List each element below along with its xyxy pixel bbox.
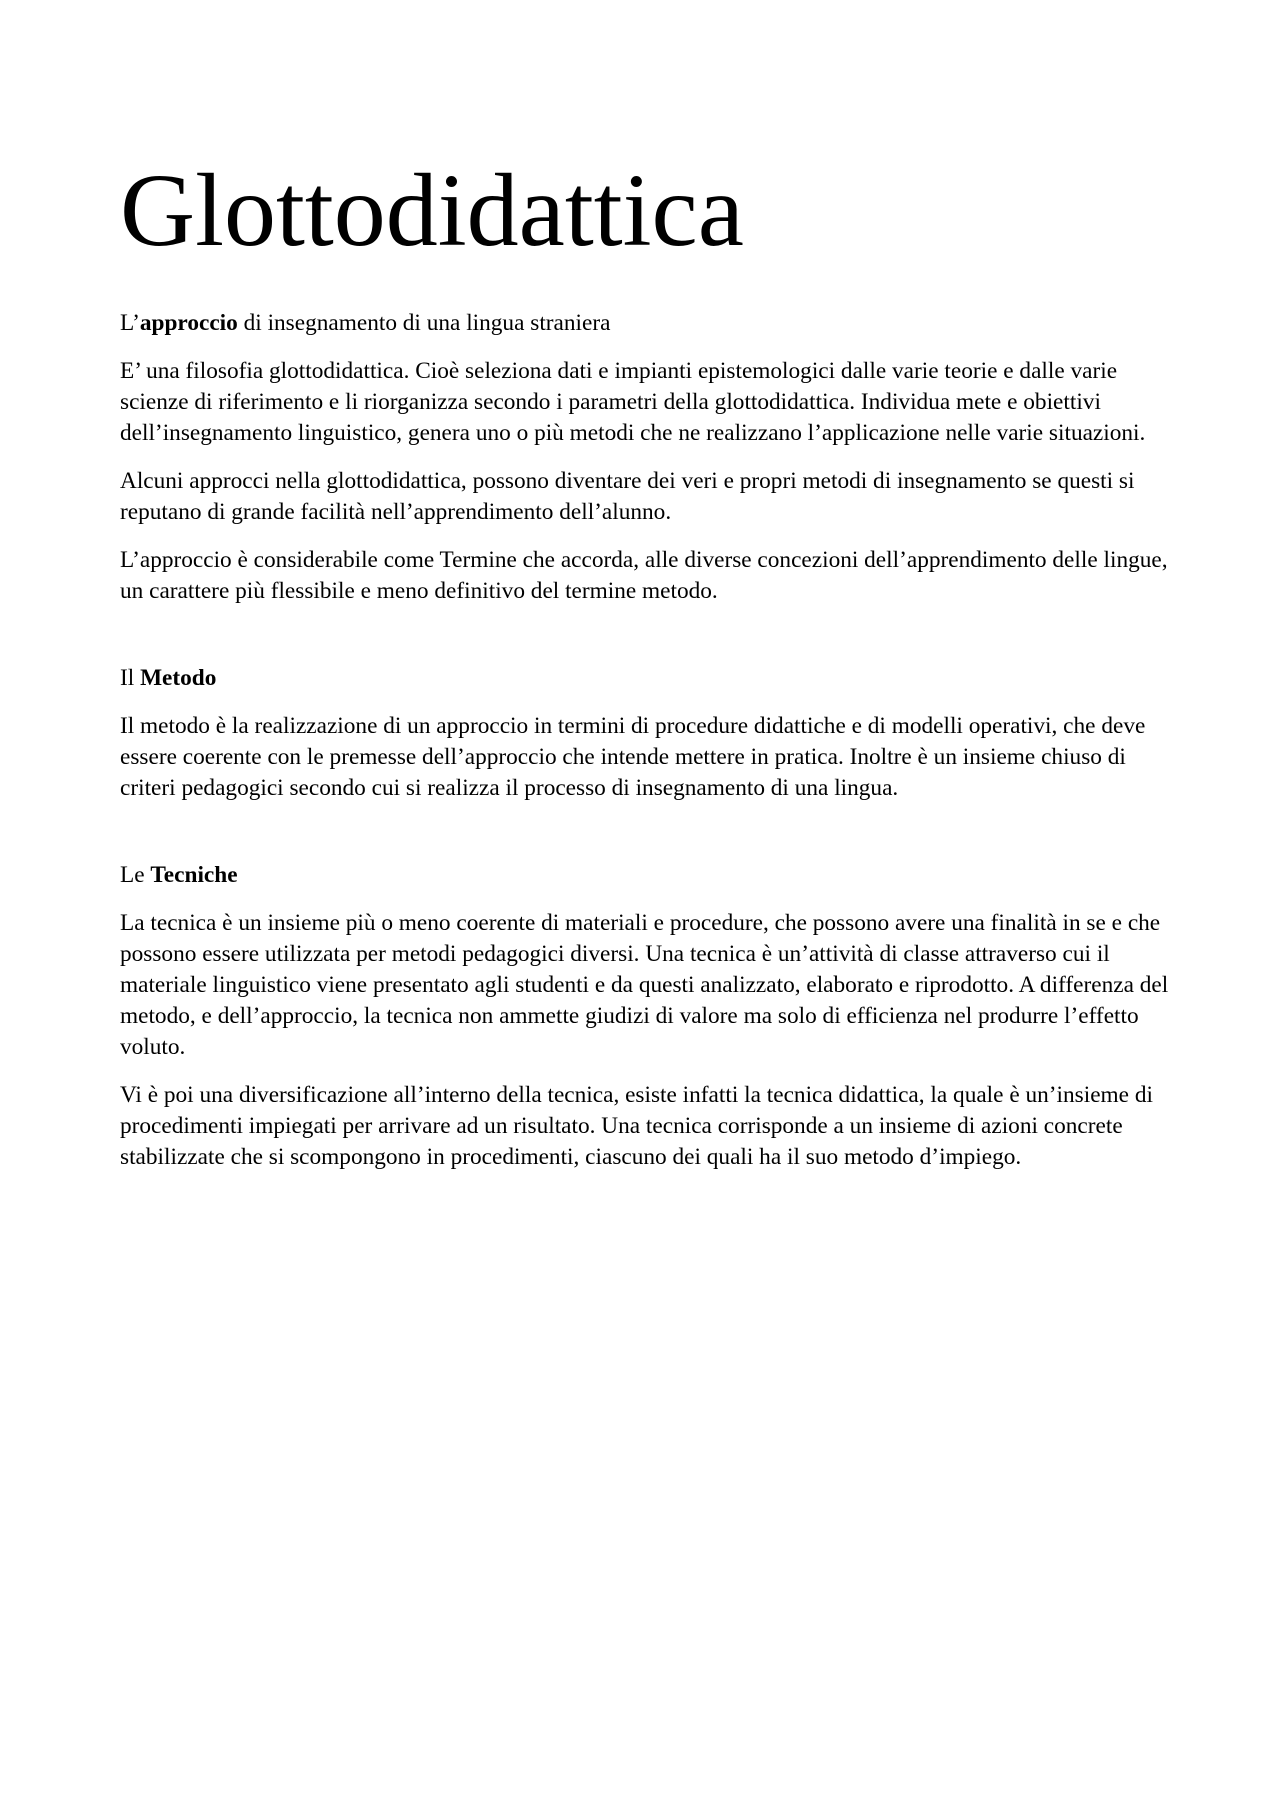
heading-keyword: approccio (139, 310, 238, 336)
section-heading-approccio (120, 308, 1170, 339)
heading-keyword: Metodo (140, 665, 217, 691)
document-page (120, 0, 1170, 1173)
paragraph: E’ una filosofia glottodidattica. Cioè seleziona dati e impianti epistemologici dalle varie teorie e dalle varie scienze di riferimento e li riorganizza secondo i parametri della glottodidattica. Individua mete e obiettivi dell’insegnamento linguistico, genera uno o più metodi che ne realizzano l’applicazione nelle varie situazioni. (120, 358, 1146, 446)
paragraph: La tecnica è un insieme più o meno coerente di materiali e procedure, che possono avere una finalità in se e che possono essere utilizzata per metodi pedagogici diversi. Una tecnica è un’attività di classe attraverso cui il materiale linguistico viene presentato agli studenti e da questi analizzato, elaborato e riprodotto. A differenza del metodo, e dell’approccio, la tecnica non ammette giudizi di valore ma solo di efficienza nel produrre l’effetto voluto. (120, 910, 1169, 1060)
heading-keyword: Tecniche (150, 862, 238, 888)
heading-suffix: di insegnamento di una lingua straniera (237, 310, 611, 336)
heading-prefix: Le (120, 862, 151, 888)
page-title: Glottodidattica (120, 153, 744, 268)
section-heading-metodo (120, 663, 1170, 694)
section-heading-tecniche (120, 860, 1170, 891)
paragraph: Il metodo è la realizzazione di un approccio in termini di procedure didattiche e di modelli operativi, che deve essere coerente con le premesse dell’approccio che intende mettere in pratica. Inoltre è un insieme chiuso di criteri pedagogici secondo cui si realizza il processo di insegnamento di una lingua. (120, 713, 1146, 801)
heading-prefix: Il (120, 665, 141, 691)
paragraph: L’approccio è considerabile come Termine che accorda, alle diverse concezioni dell’apprendimento delle lingue, un carattere più flessibile e meno definitivo del termine metodo. (120, 547, 1168, 604)
paragraph: Vi è poi una diversificazione all’interno della tecnica, esiste infatti la tecnica didattica, la quale è un’insieme di procedimenti impiegati per arrivare ad un risultato. Una tecnica corrisponde a un insieme di azioni concrete stabilizzate che si scompongono in procedimenti, ciascuno dei quali ha il suo metodo d’impiego. (120, 1082, 1153, 1170)
paragraph: Alcuni approcci nella glottodidattica, possono diventare dei veri e propri metodi di insegnamento se questi si reputano di grande facilità nell’apprendimento dell’alunno. (120, 468, 1135, 525)
heading-prefix: L’ (120, 310, 140, 336)
